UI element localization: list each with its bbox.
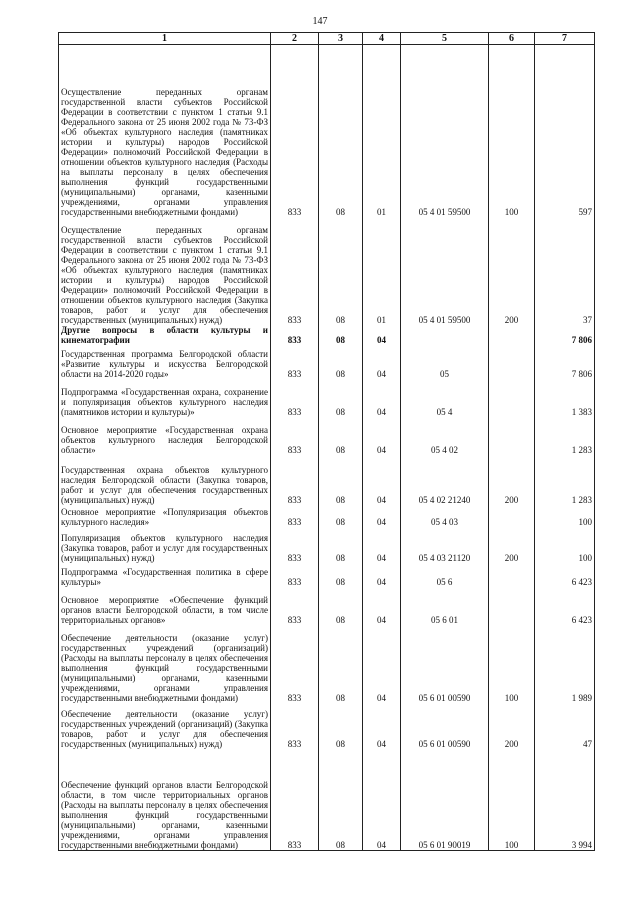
table-row [59, 345, 595, 379]
row-expense-type [489, 417, 535, 455]
table-row [59, 379, 595, 417]
row-ministry-code: 833 [271, 417, 319, 455]
row-section-code: 08 [319, 45, 363, 217]
row-ministry-code: 833 [271, 749, 319, 851]
row-section-code: 08 [319, 325, 363, 345]
row-name-cell: Государственная программа Белгородской области «Развитие культуры и искусства Белгородской области на 2014-2020 годы» [59, 345, 271, 379]
table-row [59, 45, 595, 217]
row-target-article: 05 4 [401, 379, 489, 417]
row-amount: 47 [535, 703, 595, 749]
row-section-code: 08 [319, 455, 363, 505]
row-ministry-code: 833 [271, 379, 319, 417]
row-subsection-code: 04 [363, 505, 401, 527]
row-expense-type: 100 [489, 45, 535, 217]
row-amount: 597 [535, 45, 595, 217]
row-expense-type [489, 563, 535, 587]
table-row [59, 749, 595, 851]
header-col-2: 2 [271, 33, 319, 45]
budget-table [58, 32, 595, 851]
row-name-cell: Основное мероприятие «Популяризация объектов культурного наследия» [59, 505, 271, 527]
row-expense-type: 100 [489, 749, 535, 851]
row-name-cell: Основное мероприятие «Обеспечение функций органов власти Белгородской области, в том числе территориальных органов» [59, 587, 271, 625]
row-target-article: 05 4 03 21120 [401, 527, 489, 563]
row-ministry-code: 833 [271, 45, 319, 217]
table-row [59, 587, 595, 625]
row-amount: 6 423 [535, 587, 595, 625]
row-amount: 6 423 [535, 563, 595, 587]
row-ministry-code: 833 [271, 217, 319, 325]
row-subsection-code: 04 [363, 325, 401, 345]
row-section-code: 08 [319, 749, 363, 851]
row-target-article [401, 325, 489, 345]
row-subsection-code: 04 [363, 587, 401, 625]
row-subsection-code: 04 [363, 527, 401, 563]
row-expense-type [489, 587, 535, 625]
row-ministry-code: 833 [271, 505, 319, 527]
row-section-code: 08 [319, 527, 363, 563]
row-ministry-code: 833 [271, 625, 319, 703]
row-expense-type [489, 325, 535, 345]
row-target-article: 05 4 01 59500 [401, 45, 489, 217]
row-ministry-code: 833 [271, 703, 319, 749]
row-name-cell: Основное мероприятие «Государственная охрана объектов культурного наследия Белгородской области» [59, 417, 271, 455]
row-ministry-code: 833 [271, 587, 319, 625]
row-subsection-code: 01 [363, 217, 401, 325]
row-subsection-code: 04 [363, 417, 401, 455]
row-subsection-code: 01 [363, 45, 401, 217]
row-target-article: 05 6 01 00590 [401, 703, 489, 749]
row-expense-type [489, 379, 535, 417]
table-row [59, 527, 595, 563]
header-col-5: 5 [401, 33, 489, 45]
row-expense-type: 100 [489, 625, 535, 703]
row-section-code: 08 [319, 217, 363, 325]
row-target-article: 05 6 01 [401, 587, 489, 625]
header-col-3: 3 [319, 33, 363, 45]
row-target-article: 05 4 03 [401, 505, 489, 527]
row-amount: 7 806 [535, 345, 595, 379]
table-header-row [59, 33, 595, 45]
row-name-cell: Обеспечение деятельности (оказание услуг) государственных учреждений (организаций) (Расходы на выплаты персоналу в целях обеспечения выполнения функций государственными (муниципальными) органами, казенными учреждениями, органами управления государственными внебюджетными фондами) [59, 625, 271, 703]
header-col-7: 7 [535, 33, 595, 45]
row-subsection-code: 04 [363, 345, 401, 379]
row-amount: 3 994 [535, 749, 595, 851]
row-target-article: 05 6 01 90019 [401, 749, 489, 851]
row-subsection-code: 04 [363, 703, 401, 749]
table-row [59, 563, 595, 587]
row-section-code: 08 [319, 563, 363, 587]
row-amount: 37 [535, 217, 595, 325]
row-section-code: 08 [319, 587, 363, 625]
row-target-article: 05 6 [401, 563, 489, 587]
row-subsection-code: 04 [363, 455, 401, 505]
row-subsection-code: 04 [363, 749, 401, 851]
page-number: 147 [312, 16, 328, 27]
row-section-code: 08 [319, 345, 363, 379]
row-subsection-code: 04 [363, 625, 401, 703]
row-name-cell: Подпрограмма «Государственная политика в сфере культуры» [59, 563, 271, 587]
row-amount: 1 283 [535, 417, 595, 455]
row-amount: 100 [535, 527, 595, 563]
row-expense-type [489, 505, 535, 527]
row-ministry-code: 833 [271, 527, 319, 563]
row-target-article: 05 4 01 59500 [401, 217, 489, 325]
row-subsection-code: 04 [363, 379, 401, 417]
row-target-article: 05 4 02 21240 [401, 455, 489, 505]
table-row [59, 703, 595, 749]
row-section-code: 08 [319, 625, 363, 703]
row-section-code: 08 [319, 505, 363, 527]
table-row [59, 217, 595, 325]
table-row [59, 455, 595, 505]
row-name-cell: Обеспечение функций органов власти Белгородской области, в том числе территориальных органов (Расходы на выплаты персоналу в целях обеспечения выполнения функций государственными (муниципальными) органами, казенными учреждениями, органами управления государственными внебюджетными фондами) [59, 749, 271, 851]
row-amount: 1 989 [535, 625, 595, 703]
row-ministry-code: 833 [271, 455, 319, 505]
row-ministry-code: 833 [271, 345, 319, 379]
row-amount: 7 806 [535, 325, 595, 345]
row-amount: 1 283 [535, 455, 595, 505]
row-target-article: 05 4 02 [401, 417, 489, 455]
row-name-cell: Другие вопросы в области культуры и кинематографии [59, 325, 271, 345]
row-amount: 100 [535, 505, 595, 527]
table-row [59, 625, 595, 703]
row-target-article: 05 6 01 00590 [401, 625, 489, 703]
table-row [59, 417, 595, 455]
row-amount: 1 383 [535, 379, 595, 417]
row-expense-type: 200 [489, 455, 535, 505]
row-section-code: 08 [319, 379, 363, 417]
row-expense-type [489, 345, 535, 379]
row-expense-type: 200 [489, 217, 535, 325]
row-expense-type: 200 [489, 703, 535, 749]
row-name-cell: Подпрограмма «Государственная охрана, сохранение и популяризация объектов культурного наследия (памятников истории и культуры)» [59, 379, 271, 417]
row-name-cell: Осуществление переданных органам государственной власти субъектов Российской Федерации в соответствии с пунктом 1 статьи 9.1 Федерального закона от 25 июня 2002 года № 73-ФЗ «Об объектах культурного наследия (памятниках истории и культуры) народов Российской Федерации» полномочий Российской Федерации в отношении объектов культурного наследия (Закупка товаров, работ и услуг для обеспечения государственных (муниципальных) нужд) [59, 217, 271, 325]
row-name-cell: Осуществление переданных органам государственной власти субъектов Российской Федерации в соответствии с пунктом 1 статьи 9.1 Федерального закона от 25 июня 2002 года № 73-ФЗ «Об объектах культурного наследия (памятниках истории и культуры) народов Российской Федерации» полномочий Российской Федерации в отношении объектов культурного наследия (Расходы на выплаты персоналу в целях обеспечения выполнения функций государственными (муниципальными) органами, казенными учреждениями, органами управления государственными внебюджетными фондами) [59, 45, 271, 217]
row-name-cell: Популяризация объектов культурного наследия (Закупка товаров, работ и услуг для государственных (муниципальных) нужд) [59, 527, 271, 563]
row-ministry-code: 833 [271, 325, 319, 345]
header-col-4: 4 [363, 33, 401, 45]
row-subsection-code: 04 [363, 563, 401, 587]
row-section-code: 08 [319, 703, 363, 749]
table-row [59, 505, 595, 527]
header-col-6: 6 [489, 33, 535, 45]
row-name-cell: Обеспечение деятельности (оказание услуг) государственных учреждений (организаций) (Закупка товаров, работ и услуг для обеспечения государственных (муниципальных) нужд) [59, 703, 271, 749]
row-name-cell: Государственная охрана объектов культурного наследия Белгородской области (Закупка товаров, работ и услуг для обеспечения государственных (муниципальных) нужд) [59, 455, 271, 505]
table-body [59, 45, 595, 851]
table-row [59, 325, 595, 345]
row-ministry-code: 833 [271, 563, 319, 587]
row-target-article: 05 [401, 345, 489, 379]
row-section-code: 08 [319, 417, 363, 455]
header-col-1: 1 [59, 33, 271, 45]
row-expense-type: 200 [489, 527, 535, 563]
